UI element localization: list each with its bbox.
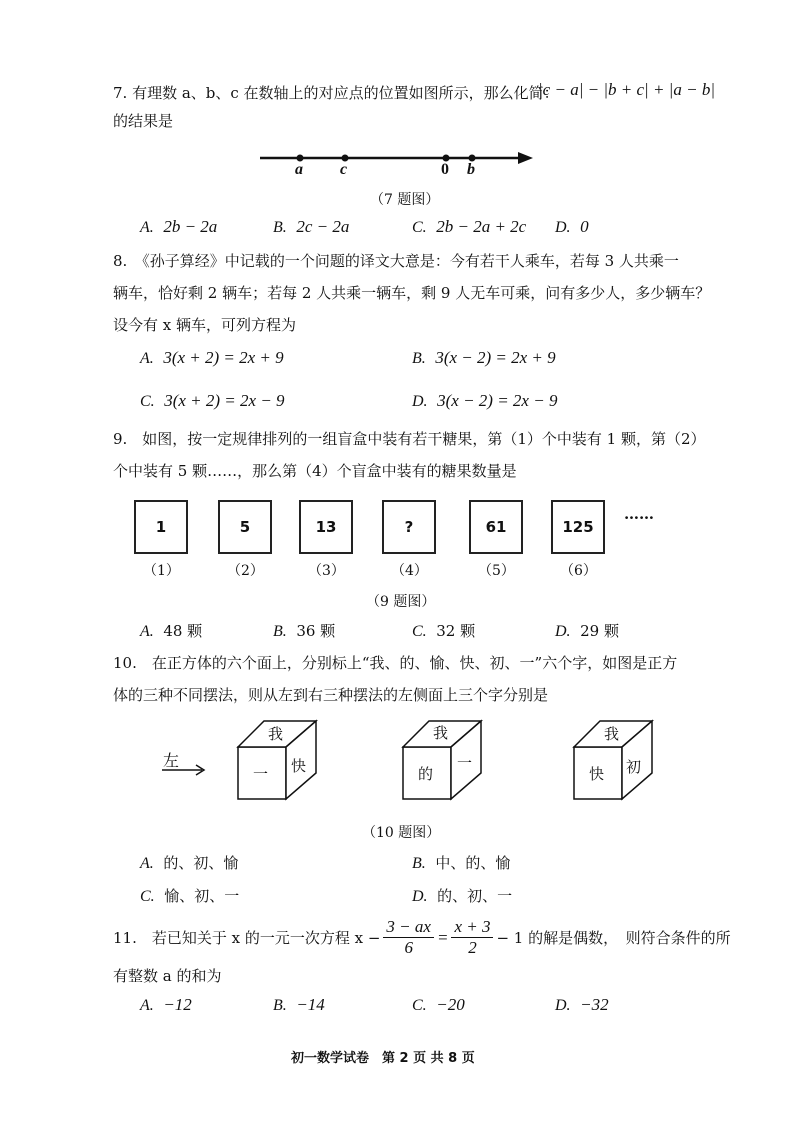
q7-option-c: C. 2b − 2a + 2c (412, 217, 527, 236)
q10-option-a: A. 的、初、愉 (140, 854, 239, 872)
q10-option-c: C. 愉、初、一 (140, 887, 240, 905)
q11-option-c: C. −20 (412, 995, 465, 1014)
page-footer: 初一数学试卷 第 2 页 共 8 页 (291, 1051, 475, 1066)
q11-line-2: 有整数 a 的和为 (113, 967, 222, 985)
q8-option-b: B. 3(x − 2) = 2x + 9 (412, 348, 556, 367)
q11-option-b: B. −14 (273, 995, 325, 1014)
q8-line-1: 8. 《孙子算经》中记载的一个问题的译文大意是：今有若干人乘车，若每 3 人共乘一 (113, 252, 679, 270)
q10-line-2: 体的三种不同摆法，则从左到右三种摆法的左侧面上三个字分别是 (113, 686, 549, 704)
q11-post: − 1 的解是偶数， 则符合条件的所 (496, 928, 731, 947)
cube-1-top: 我 (268, 725, 284, 743)
blind-box-2: 5 (218, 500, 272, 554)
box-label-4: （4） (391, 563, 428, 579)
cube-2-right: 一 (457, 754, 473, 772)
cube-1-front: 一 (253, 765, 269, 783)
blind-box-5: 61 (469, 500, 523, 554)
axis-label-a: a (295, 161, 303, 178)
direction-arrow (160, 762, 210, 778)
q7-expression: |c − a| − |b + c| + |a − b| (538, 80, 715, 99)
q11-pre: 11. 若已知关于 x 的一元一次方程 x − (113, 928, 381, 947)
q7-option-a: A. 2b − 2a (140, 217, 218, 236)
q11-fraction-2 (451, 917, 493, 958)
q9-option-b: B. 36 颗 (273, 622, 336, 640)
q9-line-2: 个中装有 5 颗……，那么第（4）个盲盒中装有的糖果数量是 (113, 462, 517, 480)
q10-option-b: B. 中、的、愉 (412, 854, 511, 872)
q11-fraction-1 (383, 917, 434, 958)
box-label-6: （6） (560, 563, 597, 579)
q8-option-c: C. 3(x + 2) = 2x − 9 (140, 391, 285, 410)
q11-fraction-2-numerator: x + 3 (451, 917, 493, 938)
q10-line-1: 10. 在正方体的六个面上，分别标上“我、的、愉、快、初、一”六个字，如图是正方 (113, 654, 678, 672)
blind-box-1: 1 (134, 500, 188, 554)
q7-stem: 7. 有理数 a、b、c 在数轴上的对应点的位置如图所示，那么化简： (113, 84, 559, 102)
q11-equals: = (436, 927, 449, 947)
q7-option-d: D. 0 (555, 217, 589, 236)
cube-2-top: 我 (433, 724, 449, 742)
cube-3-right: 初 (626, 758, 642, 776)
blind-box-4: ? (382, 500, 436, 554)
cube-2-front: 的 (418, 765, 434, 783)
q7-option-b: B. 2c − 2a (273, 217, 350, 236)
box-label-5: （5） (478, 563, 515, 579)
q11-option-a: A. −12 (140, 995, 192, 1014)
number-line-arrow (518, 152, 533, 164)
q8-option-a: A. 3(x + 2) = 2x + 9 (140, 348, 284, 367)
q11-fraction-1-denominator: 6 (404, 938, 413, 957)
q10-caption: （10 题图） (362, 825, 441, 841)
box-label-1: （1） (143, 563, 180, 579)
q11-fraction-2-denominator: 2 (468, 938, 477, 957)
direction-label: 左 (163, 751, 180, 770)
q9-caption: （9 题图） (366, 594, 436, 610)
box-label-3: （3） (308, 563, 345, 579)
q9-option-c: C. 32 颗 (412, 622, 476, 640)
q11-line-1 (113, 917, 731, 958)
q10-option-d: D. 的、初、一 (412, 887, 513, 905)
q9-line-1: 9. 如图，按一定规律排列的一组盲盒中装有若干糖果，第（1）个中装有 1 颗，第（2） (113, 430, 706, 448)
cube-1-right: 快 (291, 757, 307, 775)
q8-option-d: D. 3(x − 2) = 2x − 9 (412, 391, 558, 410)
box-label-2: （2） (227, 563, 264, 579)
q7-caption: （7 题图） (370, 192, 440, 208)
axis-label-zero: 0 (441, 161, 449, 178)
q8-line-2: 辆车，恰好剩 2 辆车；若每 2 人共乘一辆车，剩 9 人无车可乘，问有多少人，多少辆车？ (113, 284, 711, 302)
q9-option-d: D. 29 颗 (555, 622, 619, 640)
blind-box-3: 13 (299, 500, 353, 554)
q11-option-d: D. −32 (555, 995, 609, 1014)
cube-3-top: 我 (604, 725, 620, 743)
q9-option-a: A. 48 颗 (140, 622, 203, 640)
boxes-ellipsis: …… (624, 505, 654, 523)
q11-fraction-1-numerator: 3 − ax (383, 917, 434, 938)
axis-label-c: c (340, 161, 348, 178)
axis-label-b: b (467, 161, 475, 178)
q8-line-3: 设今有 x 辆车，可列方程为 (113, 316, 296, 334)
cube-3-front: 快 (589, 765, 605, 783)
q7-stem-end: 的结果是 (113, 112, 174, 130)
blind-box-6: 125 (551, 500, 605, 554)
